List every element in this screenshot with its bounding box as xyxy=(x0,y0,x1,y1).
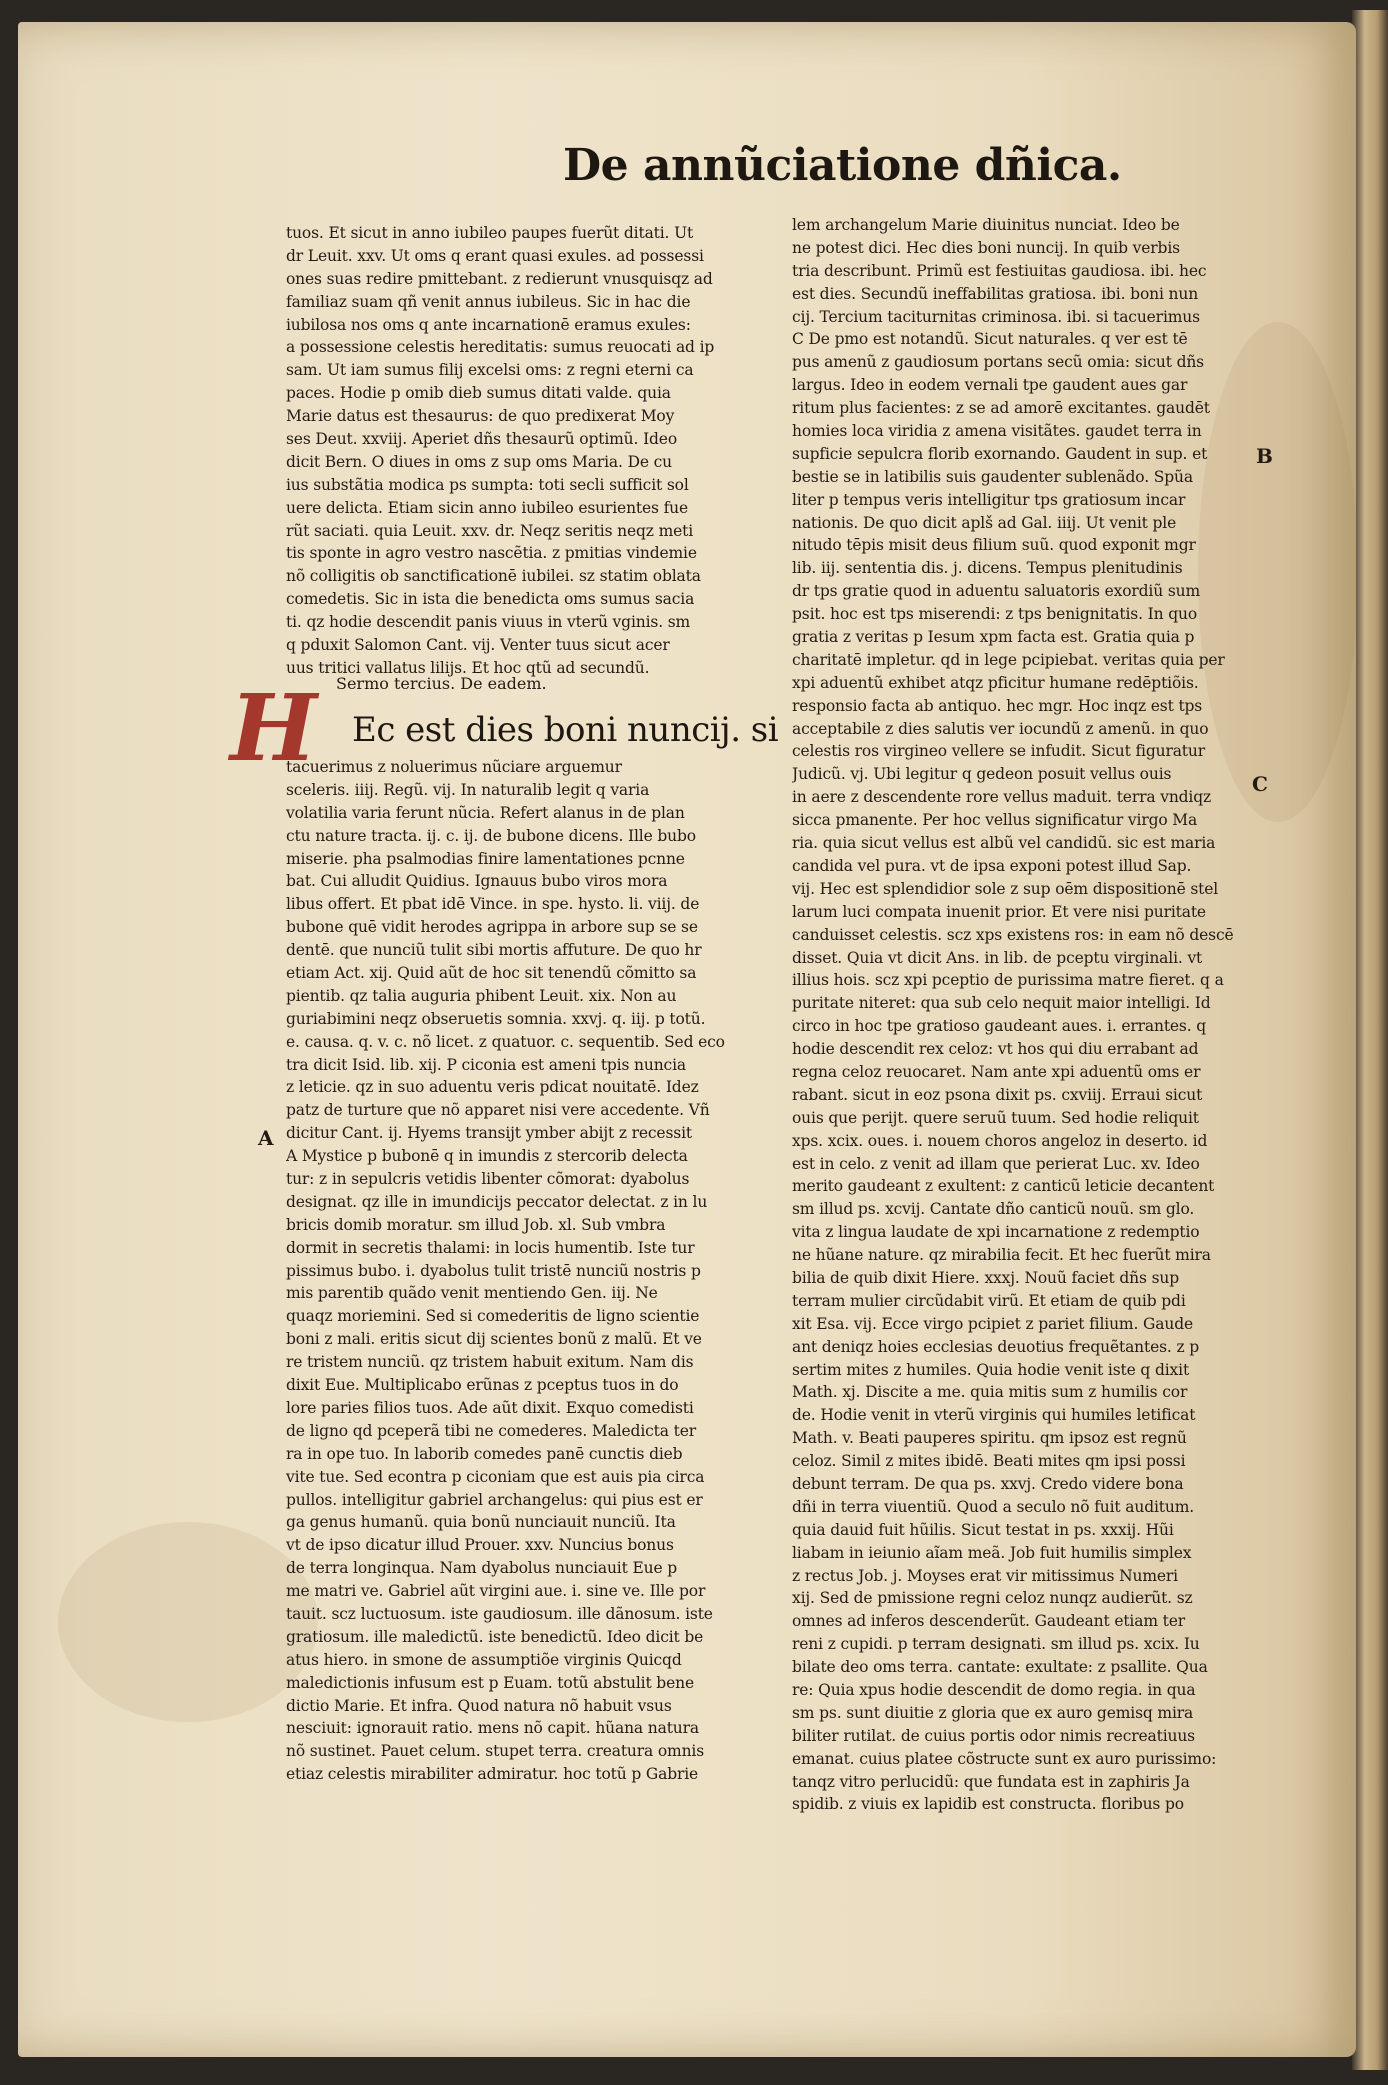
text-line: ius substãtia modica ps sumpta: toti secli sufficit sol xyxy=(286,475,689,494)
text-line: z leticie. qz in suo aduentu veris pdicat nouitatē. Idez xyxy=(286,1078,699,1097)
text-line: de. Hodie venit in vterũ virginis qui humiles letificat xyxy=(792,1406,1196,1425)
text-line: est dies. Secundũ ineffabilitas gratiosa. ibi. boni nun xyxy=(792,284,1199,303)
text-line: disset. Quia vt dicit Ans. in lib. de pceptu virginali. vt xyxy=(792,948,1203,967)
text-line: dr tps gratie quod in aduentu saluatoris exordiũ sum xyxy=(792,582,1201,601)
text-line: bilia de quib dixit Hiere. xxxj. Nouũ faciet dñs sup xyxy=(792,1268,1179,1287)
text-line: quaqz moriemini. Sed si comederitis de ligno scientie xyxy=(286,1307,700,1326)
text-line: responsio facta ab antiquo. hec mgr. Hoc inqz est tps xyxy=(792,696,1203,715)
text-line: cij. Tercium taciturnitas criminosa. ibi. si tacuerimus xyxy=(792,307,1200,326)
sermon-subheading: Sermo tercius. De eadem. xyxy=(336,674,547,693)
text-line: z rectus Job. j. Moyses erat vir mitissimus Numeri xyxy=(792,1566,1178,1585)
text-line: uus tritici vallatus lilijs. Et hoc qtũ ad secundũ. xyxy=(286,658,650,677)
text-line: me matri ve. Gabriel aũt virgini aue. i. sine ve. Ille por xyxy=(286,1582,706,1601)
text-line: bubone quē vidit herodes agrippa in arbore sup se se xyxy=(286,918,698,937)
paper-stain xyxy=(58,1522,318,1722)
text-line: maledictionis infusum est p Euam. totũ abstulit bene xyxy=(286,1673,694,1692)
text-line: dentē. que nunciũ tulit sibi mortis affuture. De quo hr xyxy=(286,941,702,960)
text-line: ria. quia sicut vellus est albũ vel candidũ. sic est maria xyxy=(792,834,1216,853)
text-line: celoz. Simil z mites ibidē. Beati mites qm ipsi possi xyxy=(792,1452,1186,1471)
text-line: sm ps. sunt diuitie z gloria que ex auro gemisq mira xyxy=(792,1703,1194,1722)
text-line: ant deniqz hoies ecclesias deuotius frequẽtantes. z p xyxy=(792,1337,1200,1356)
text-line: puritate niteret: qua sub celo nequit maior intelligi. Id xyxy=(792,994,1211,1013)
text-line: spidib. z viuis ex lapidib est constructa. floribus po xyxy=(792,1795,1184,1814)
text-line: a possessione celestis hereditatis: sumus reuocati ad ip xyxy=(286,338,715,357)
text-line: miserie. pha psalmodias finire lamentationes pcnne xyxy=(286,849,685,868)
next-page-edge xyxy=(1352,10,1388,2070)
text-line: gratia z veritas p Iesum xpm facta est. Gratia quia p xyxy=(792,628,1195,647)
text-line: q pduxit Salomon Cant. vij. Venter tuus sicut acer xyxy=(286,636,670,655)
text-line: tra dicit Isid. lib. xij. P ciconia est ameni tpis nuncia xyxy=(286,1055,686,1074)
text-line: sceleris. iiij. Regũ. vij. In naturalib legit q varia xyxy=(286,780,650,799)
decorated-initial: H xyxy=(230,674,317,782)
text-line: circo in hoc tpe gratioso gaudeant aues. i. errantes. q xyxy=(792,1017,1207,1036)
margin-letter-a: A xyxy=(258,1126,274,1150)
text-line: homies loca viridia z amena visitãtes. gaudet terra in xyxy=(792,422,1202,441)
text-line: dr Leuit. xxv. Ut oms q erant quasi exules. ad possessi xyxy=(286,246,704,265)
text-line: dormit in secretis thalami: in locis humentib. Iste tur xyxy=(286,1238,695,1257)
text-line: biliter rutilat. de cuius portis odor nimis recreatiuus xyxy=(792,1726,1195,1745)
text-line: merito gaudeant z exultent: z canticũ leticie decantent xyxy=(792,1177,1215,1196)
text-line: bestie se in latibilis suis gaudenter sublenãdo. Spũa xyxy=(792,467,1193,486)
text-line: etiaz celestis mirabiliter admiratur. hoc totũ p Gabrie xyxy=(286,1765,699,1784)
text-line: omnes ad inferos descenderũt. Gaudeant etiam ter xyxy=(792,1612,1185,1631)
text-line: xpi aduentũ exhibet atqz pficitur humane redēptiõis. xyxy=(792,673,1199,692)
text-line: de ligno qd pceperã tibi ne comederes. Maledicta ter xyxy=(286,1421,696,1440)
text-line: in aere z descendente rore vellus maduit. terra vndiqz xyxy=(792,788,1212,807)
text-line: nõ colligitis ob sanctificationē iubilei. sz statim oblata xyxy=(286,567,701,586)
text-line: supficie sepulcra florib exornando. Gaudent in sup. et xyxy=(792,444,1208,463)
text-line: ra in ope tuo. In laborib comedes panē cunctis dieb xyxy=(286,1444,683,1463)
text-line: tria describunt. Primũ est festiuitas gaudiosa. ibi. hec xyxy=(792,261,1207,280)
left-column-top xyxy=(286,222,756,680)
text-line: quia dauid fuit hũilis. Sicut testat in ps. xxxij. Hũi xyxy=(792,1520,1174,1539)
text-line: dicitur Cant. ij. Hyems transijt ymber abijt z recessit xyxy=(286,1124,692,1143)
right-column xyxy=(792,214,1262,1816)
margin-letter-c: C xyxy=(1252,772,1268,796)
text-line: terram mulier circũdabit virũ. Et etiam de quib pdi xyxy=(792,1291,1186,1310)
text-line: acceptabile z dies salutis ver iocundũ z amenũ. in quo xyxy=(792,719,1209,738)
text-line: nesciuit: ignorauit ratio. mens nõ capit. hũana natura xyxy=(286,1719,699,1738)
text-line: tanqz vitro perlucidũ: que fundata est in zaphiris Ja xyxy=(792,1772,1190,1791)
text-line: C De pmo est notandũ. Sicut naturales. q ver est tē xyxy=(792,330,1188,349)
text-line: tauit. scz luctuosum. iste gaudiosum. ille dãnosum. iste xyxy=(286,1604,713,1623)
text-line: lib. iij. sententia dis. j. dicens. Tempus plenitudinis xyxy=(792,559,1183,578)
text-line: A Mystice p bubonē q in imundis z stercorib delecta xyxy=(286,1147,688,1166)
text-line: dñi in terra viuentiũ. Quod a seculo nõ fuit auditum. xyxy=(792,1497,1195,1516)
text-line: sicca pmanente. Per hoc vellus significatur virgo Ma xyxy=(792,811,1198,830)
text-line: sam. Ut iam sumus filij excelsi oms: z regni eterni ca xyxy=(286,361,694,380)
text-line: volatilia varia ferunt nũcia. Refert alanus in de plan xyxy=(286,803,685,822)
text-line: e. causa. q. v. c. nõ licet. z quatuor. c. sequentib. Sed eco xyxy=(286,1032,725,1051)
text-line: tur: z in sepulcris vetidis libenter cõmorat: dyabolus xyxy=(286,1170,690,1189)
text-line: familiaz suam qñ venit annus iubileus. Sic in hac die xyxy=(286,292,691,311)
text-line: designat. qz ille in imundicijs peccator delectat. z in lu xyxy=(286,1192,708,1211)
text-line: rũt saciati. quia Leuit. xxv. dr. Neqz seritis neqz meti xyxy=(286,521,694,540)
text-line: emanat. cuius platee cõstructe sunt ex auro purissimo: xyxy=(792,1749,1217,1768)
text-line: xps. xcix. oues. i. nouem choros angeloz in deserto. id xyxy=(792,1131,1208,1150)
text-line: vite tue. Sed econtra p ciconiam que est auis pia circa xyxy=(286,1467,705,1486)
text-line: Judicũ. vj. Ubi legitur q gedeon posuit vellus ouis xyxy=(792,765,1172,784)
text-line: canduisset celestis. scz xps existens ros: in eam nõ descē xyxy=(792,925,1234,944)
text-line: hodie descendit rex celoz: vt hos qui diu errabant ad xyxy=(792,1040,1199,1059)
text-line: paces. Hodie p omib dieb sumus ditati valde. quia xyxy=(286,384,671,403)
text-line: ne hũane nature. qz mirabilia fecit. Et hec fuerũt mira xyxy=(792,1246,1211,1265)
text-line: dicit Bern. O diues in oms z sup oms Maria. De cu xyxy=(286,452,673,471)
text-line: Math. v. Beati pauperes spiritu. qm ipsoz est regnũ xyxy=(792,1429,1187,1448)
text-line: ones suas redire pmittebant. z redierunt vnusquisqz ad xyxy=(286,269,713,288)
text-line: liter p tempus veris intelligitur tps gratiosum incar xyxy=(792,490,1186,509)
text-line: largus. Ideo in eodem vernali tpe gaudent aues gar xyxy=(792,376,1188,395)
text-line: guriabimini neqz obseruetis somnia. xxvj. q. iij. p totũ. xyxy=(286,1009,706,1028)
text-line: reni z cupidi. p terram designati. sm illud ps. xcix. Iu xyxy=(792,1635,1200,1654)
text-line: bat. Cui alludit Quidius. Ignauus bubo viros mora xyxy=(286,872,668,891)
text-line: uere delicta. Etiam sicin anno iubileo esurientes fue xyxy=(286,498,689,517)
text-line: lore paries filios tuos. Ade aũt dixit. Exquo comedisti xyxy=(286,1398,694,1417)
text-line: comedetis. Sic in ista die benedicta oms sumus sacia xyxy=(286,590,695,609)
text-line: Marie datus est thesaurus: de quo predixerat Moy xyxy=(286,407,675,426)
text-line: charitatē impletur. qd in lege pcipiebat. veritas quia per xyxy=(792,650,1225,669)
text-line: bricis domib moratur. sm illud Job. xl. Sub vmbra xyxy=(286,1215,666,1234)
text-line: celestis ros virgineo vellere se infudit. Sicut figuratur xyxy=(792,742,1205,761)
text-line: larum luci compata inuenit prior. Et vere nisi puritate xyxy=(792,902,1206,921)
text-line: iubilosa nos oms q ante incarnationē eramus exules: xyxy=(286,315,691,334)
text-line: pus amenũ z gaudiosum portans secũ omia: sicut dñs xyxy=(792,353,1204,372)
text-line: ouis que perijt. quere seruũ tuum. Sed hodie reliquit xyxy=(792,1108,1199,1127)
text-line: xij. Sed de pmissione regni celoz nunqz audierũt. sz xyxy=(792,1589,1193,1608)
text-line: Math. xj. Discite a me. quia mitis sum z humilis cor xyxy=(792,1383,1188,1402)
text-line: dixit Eue. Multiplicabo erũnas z pceptus tuos in do xyxy=(286,1376,679,1395)
text-line: psit. hoc est tps miserendi: z tps benignitatis. In quo xyxy=(792,605,1198,624)
text-line: nitudo tēpis misit deus filium suũ. quod exponit mgr xyxy=(792,536,1196,555)
text-line: candida vel pura. vt de ipsa exponi potest illud Sap. xyxy=(792,856,1192,875)
text-line: etiam Act. xij. Quid aũt de hoc sit tenendũ cõmitto sa xyxy=(286,964,697,983)
text-line: ti. qz hodie descendit panis viuus in vterũ vginis. sm xyxy=(286,613,691,632)
text-line: atus hiero. in smone de assumptiõe virginis Quicqd xyxy=(286,1650,682,1669)
text-line: tuos. Et sicut in anno iubileo paupes fuerũt ditati. Ut xyxy=(286,224,694,242)
text-line: sertim mites z humiles. Quia hodie venit iste q dixit xyxy=(792,1360,1190,1379)
text-line: pullos. intelligitur gabriel archangelus: qui pius est er xyxy=(286,1490,703,1509)
sermon-incipit: Ec est dies boni nuncij. si xyxy=(352,710,779,750)
text-line: ne potest dici. Hec dies boni nuncij. In quib verbis xyxy=(792,238,1180,257)
text-line: vt de ipso dicatur illud Prouer. xxv. Nuncius bonus xyxy=(286,1536,674,1555)
text-line: rabant. sicut in eoz psona dixit ps. cxviij. Erraui sicut xyxy=(792,1085,1203,1104)
text-line: ctu nature tracta. ij. c. ij. de bubone dicens. Ille bubo xyxy=(286,826,696,845)
text-line: mis parentib quãdo venit mentiendo Gen. iij. Ne xyxy=(286,1284,658,1303)
page-heading: De annũciatione dñica. xyxy=(563,140,1122,191)
text-line: xit Esa. vij. Ecce virgo pcipiet z pariet filium. Gaude xyxy=(792,1314,1193,1333)
text-line: regna celoz reuocaret. Nam ante xpi aduentũ oms er xyxy=(792,1062,1201,1081)
text-line: liabam in ieiunio aĩam meã. Job fuit humilis simplex xyxy=(792,1543,1192,1562)
left-column-bottom xyxy=(286,756,756,1786)
text-line: debunt terram. De qua ps. xxvj. Credo videre bona xyxy=(792,1474,1184,1493)
text-line: nationis. De quo dicit aplš ad Gal. iiij. Ut venit ple xyxy=(792,513,1177,532)
text-line: nõ sustinet. Pauet celum. stupet terra. creatura omnis xyxy=(286,1742,705,1761)
text-line: pissimus bubo. i. dyabolus tulit tristē nunciũ nostris p xyxy=(286,1261,701,1280)
text-line: sm illud ps. xcvij. Cantate dño canticũ nouũ. sm glo. xyxy=(792,1200,1195,1219)
text-line: tis sponte in agro vestro nascẽtia. z pmitias vindemie xyxy=(286,544,697,563)
text-line: illius hois. scz xpi pceptio de purissima matre fieret. q a xyxy=(792,971,1224,990)
text-line: re: Quia xpus hodie descendit de domo regia. in qua xyxy=(792,1681,1196,1699)
text-line: ses Deut. xxviij. Aperiet dñs thesaurũ optimũ. Ideo xyxy=(286,430,678,449)
text-line: boni z mali. eritis sicut dij scientes bonũ z malũ. Et ve xyxy=(286,1330,702,1349)
text-line: gratiosum. ille maledictũ. iste benedictũ. Ideo dicit be xyxy=(286,1627,704,1646)
text-line: vij. Hec est splendidior sole z sup oēm dispositionē stel xyxy=(792,879,1219,898)
text-line: bilate deo oms terra. cantate: exultate: z psallite. Qua xyxy=(792,1658,1208,1677)
text-line: de terra longinqua. Nam dyabolus nunciauit Eue p xyxy=(286,1559,678,1578)
text-line: pientib. qz talia auguria phibent Leuit. xix. Non au xyxy=(286,986,677,1005)
text-line: est in celo. z venit ad illam que perierat Luc. xv. Ideo xyxy=(792,1154,1200,1173)
text-line: dictio Marie. Et infra. Quod natura nõ habuit vsus xyxy=(286,1696,672,1715)
text-line: lem archangelum Marie diuinitus nunciat. Ideo be xyxy=(792,216,1180,234)
text-line: ritum plus facientes: z se ad amorē excitantes. gaudēt xyxy=(792,399,1210,418)
text-line: re tristem nunciũ. qz tristem habuit exitum. Nam dis xyxy=(286,1353,694,1372)
text-line: ga genus humanũ. quia bonũ nunciauit nunciũ. Ita xyxy=(286,1513,676,1532)
text-line: tacuerimus z noluerimus nũciare arguemur xyxy=(286,758,622,776)
text-line: libus offert. Et pbat idē Vince. in spe. hysto. li. viij. de xyxy=(286,895,700,914)
text-line: patz de turture que nõ apparet nisi vere accedente. Vñ xyxy=(286,1101,710,1120)
margin-letter-b: B xyxy=(1256,444,1273,468)
text-line: vita z lingua laudate de xpi incarnatione z redemptio xyxy=(792,1223,1200,1242)
